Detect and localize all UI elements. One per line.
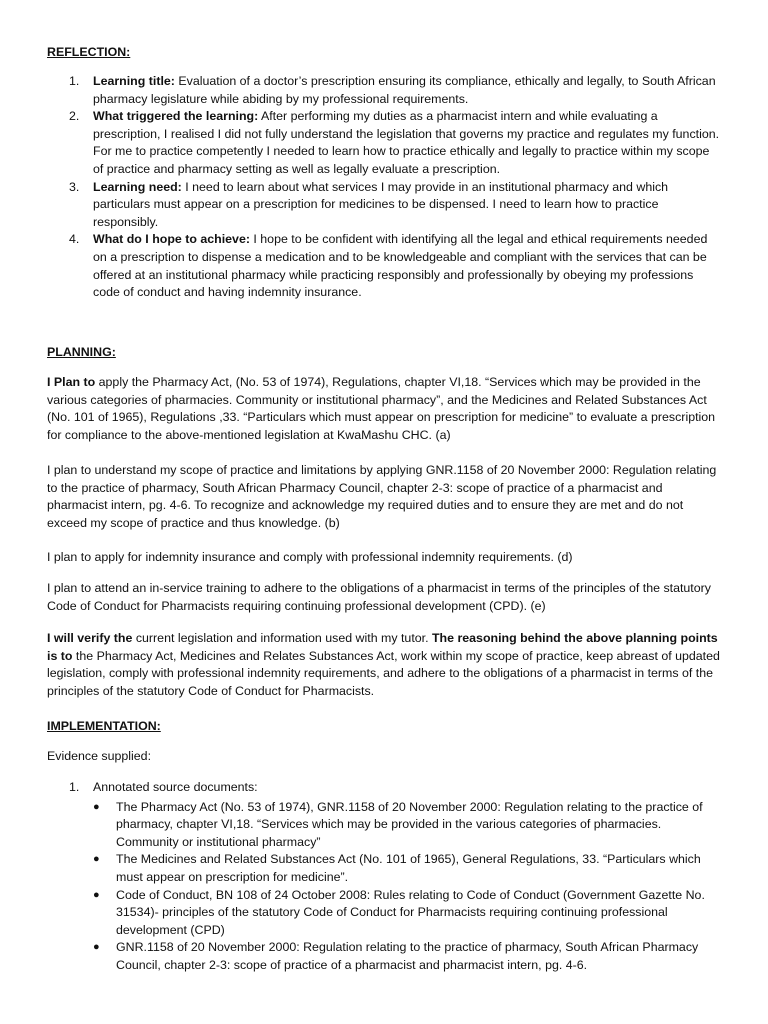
item-text: I hope to be confident with identifying all the legal and ethical requirements needed on a prescription to dispense a medication and to be knowledgeable and compliant with the services that can be offered at an institutional pharmacy while practicing responsibly and professionally by obeying my professions code of conduct and having indemnity insurance. — [93, 232, 708, 300]
paragraph-lead: I will verify the — [47, 631, 133, 645]
list-item — [47, 73, 722, 108]
reflection-heading: REFLECTION: — [47, 45, 131, 59]
bullet-text: The Medicines and Related Substances Act (No. 101 of 1965), General Regulations, 33. “Particulars which must appear on prescription for medicine”. — [116, 852, 701, 884]
list-item — [47, 779, 722, 975]
bullet-icon: ● — [93, 800, 100, 813]
paragraph-lead: I Plan to — [47, 375, 96, 389]
evidence-list — [47, 779, 722, 975]
reflection-list — [47, 73, 722, 302]
paragraph-lead: The reasoning behind the above planning points is to — [47, 631, 718, 663]
source-documents-list — [93, 799, 722, 975]
item-number: 4. — [69, 232, 80, 247]
paragraph-text: current legislation and information used with my tutor. — [132, 631, 432, 645]
evidence-label: Evidence supplied: — [47, 749, 152, 763]
planning-paragraph-verify — [47, 630, 723, 700]
bullet-text: GNR.1158 of 20 November 2000: Regulation relating to the practice of pharmacy, South African Pharmacy Council, chapter 2-3: scope of practice of a pharmacist and pharmacist intern, pg. 4-6. — [116, 940, 699, 972]
bullet-text: Code of Conduct, BN 108 of 24 October 2008: Rules relating to Code of Conduct (Government Gazette No. 31534)- principles of the statutory Code of Conduct for Pharmacists requiring continuing professional development (CPD) — [116, 887, 705, 937]
list-item — [47, 179, 722, 232]
list-item — [47, 108, 722, 178]
item-text: I need to learn about what services I may provide in an institutional pharmacy and which particulars must appear on a prescription for medicines to be dispensed. I need to learn how to practice responsibly. — [93, 179, 669, 229]
list-item — [93, 887, 722, 940]
bullet-icon: ● — [93, 888, 100, 901]
list-item — [47, 231, 722, 301]
planning-paragraph-b: I plan to understand my scope of practice and limitations by applying GNR.1158 of 20 November 2000: Regulation relating to the practice of pharmacy, South African Pharmacy Council, chapter 2-3: scope of practice of a pharmacist and pharmacist intern, pg. 4-6. To recognize and acknowledge my required duties and to ensure they are met and do not exceed my scope of practice and thus knowledge. (b) — [47, 463, 717, 530]
planning-heading: PLANNING: — [47, 345, 116, 359]
item-label: Learning title: — [93, 74, 175, 88]
list-item — [93, 851, 722, 886]
item-label: What triggered the learning: — [93, 109, 259, 124]
item-text: Evaluation of a doctor’s prescription ensuring its compliance, ethically and legally, to South African pharmacy legislature while abiding by my professional requirements. — [93, 74, 716, 106]
list-item — [93, 799, 722, 852]
item-number: 1. — [69, 74, 80, 88]
item-label: What do I hope to achieve: — [93, 232, 250, 247]
paragraph-text: the Pharmacy Act, Medicines and Relates Substances Act, work within my scope of practice, keep abreast of updated legislation, comply with professional indemnity requirements, and adhere to the obligations of a pharmacist in terms of the principles of the statutory Code of Conduct for Pharmacists. — [47, 648, 720, 698]
bullet-icon: ● — [93, 853, 100, 866]
item-text: After performing my duties as a pharmacist intern and while evaluating a prescription, I realised I did not fully understand the legislation that governs my practice and regulates my function. For me to practice competently I needed to learn how to practice ethically and legally to practice within my scope of practice and pharmacy setting as well as legally evaluate a prescription. — [93, 109, 720, 176]
planning-paragraph-e: I plan to attend an in-service training to adhere to the obligations of a pharmacist in terms of the principles of the statutory Code of Conduct for Pharmacists requiring continuing professional development (CPD). (e) — [47, 581, 711, 613]
planning-paragraph-d: I plan to apply for indemnity insurance and comply with professional indemnity requirements. (d) — [47, 550, 573, 564]
item-number: 2. — [69, 109, 80, 124]
implementation-heading: IMPLEMENTATION: — [47, 719, 161, 733]
item-label: Learning need: — [93, 179, 182, 194]
item-number: 3. — [69, 179, 80, 194]
item-text: Annotated source documents: — [93, 780, 258, 794]
list-item — [93, 939, 722, 974]
item-number: 1. — [69, 780, 80, 794]
bullet-text: The Pharmacy Act (No. 53 of 1974), GNR.1158 of 20 November 2000: Regulation relating to the practice of pharmacy, chapter VI,18. “Services which may be provided in the various categories of pharmacies. Community or institutional pharmacy” — [116, 799, 703, 849]
paragraph-text: apply the Pharmacy Act, (No. 53 of 1974), Regulations, chapter VI,18. “Services which may be provided in the various categories of pharmacies. Community or institutional pharmacy”, and the Medicines and Related Substances Act (No. 101 of 1965), Regulations ,33. “Particulars which must appear on prescription for medicine” to evaluate a prescription for compliance to the above-mentioned legislation at KwaMashu CHC. (a) — [47, 375, 716, 442]
bullet-icon: ● — [93, 941, 100, 954]
planning-paragraph-a — [47, 374, 723, 444]
